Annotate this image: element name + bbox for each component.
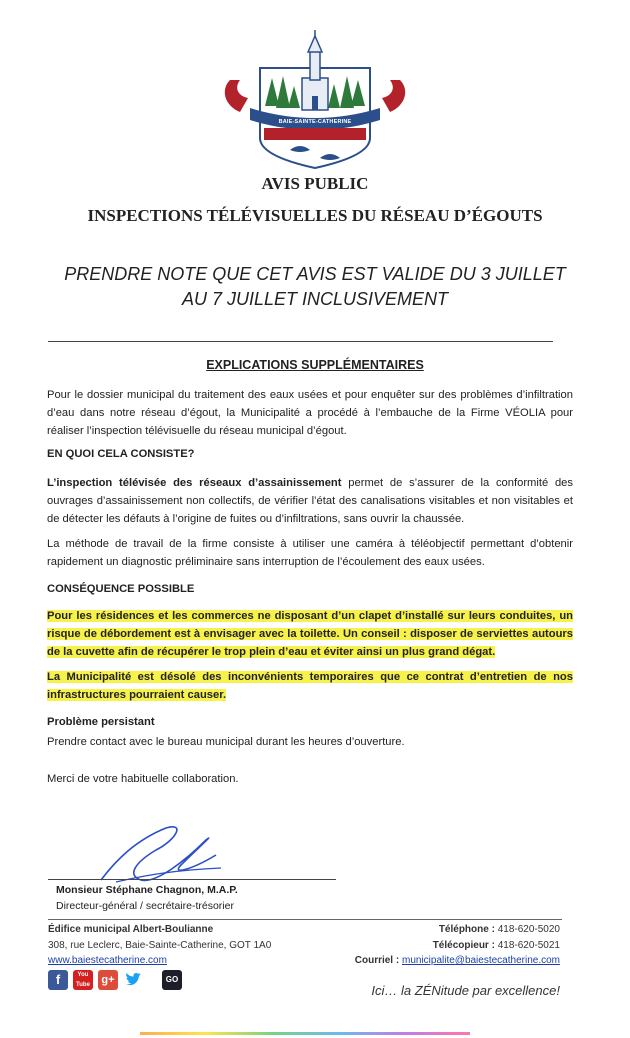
closing-text: Merci de votre habituelle collaboration.: [47, 773, 239, 785]
crest-banner-text: BAIE-SAINTE-CATHERINE: [278, 119, 352, 125]
inspection-rest: permet de s’assurer de la conformité des ouvrages d’assainissement non collectifs, de vérifier l’état des canalisations visitables et non visitables et de détecter les défauts à l’origine de fuites ou d’infiltrations, sans ouvrir la chaussée.: [47, 477, 573, 525]
inspection-bold-lead: L’inspection télévisée des réseaux d’assainissement: [47, 477, 342, 489]
explanations-heading: EXPLICATIONS SUPPLÉMENTAIRES: [206, 358, 424, 372]
overflow-warning-paragraph: [47, 607, 573, 661]
apology-paragraph: [47, 668, 573, 704]
fax-label: Télécopieur :: [432, 940, 495, 951]
section-what-heading: EN QUOI CELA CONSISTE?: [47, 448, 195, 460]
signatory-role: Directeur-général / secrétaire-trésorier: [56, 900, 234, 912]
persistent-heading: Problème persistant: [47, 716, 155, 728]
signatory-name: Monsieur Stéphane Chagnon, M.A.P.: [56, 884, 238, 896]
intro-paragraph: Pour le dossier municipal du traitement des eaux usées et pour enquêter sur des problèmes d’infiltration d’eau dans notre réseau d’égout, la Municipalité a procédé à l’embauche de la Firme VÉOLIA pour réaliser l’inspection télévisuelle du réseau municipal d’égout.: [47, 389, 573, 437]
method-paragraph: La méthode de travail de la firme consiste à utiliser une caméra à téléobjectif permettant d’obtenir rapidement un diagnostic préliminaire sans interruption de l’écoulement des eaux usées.: [47, 538, 573, 568]
youtube-icon[interactable]: You Tube: [73, 970, 93, 990]
footer-building: Édifice municipal Albert-Boulianne: [48, 924, 214, 935]
validity-notice: [0, 262, 630, 312]
email-link[interactable]: municipalite@baiestecatherine.com: [401, 955, 560, 966]
validity-line-1: PRENDRE NOTE QUE CET AVIS EST VALIDE DU 3 JUILLET: [64, 264, 566, 284]
google-plus-icon[interactable]: g+: [98, 970, 118, 990]
footer-email: [355, 955, 560, 966]
slogan: Ici… la ZÉNitude par excellence!: [371, 983, 560, 998]
twitter-bird-icon: [123, 970, 143, 990]
notice-subtitle: INSPECTIONS TÉLÉVISUELLES DU RÉSEAU D’ÉGOUTS: [87, 206, 543, 225]
facebook-icon[interactable]: f: [48, 970, 68, 990]
footer-divider: [48, 919, 562, 920]
fax-number: 418-620-5021: [497, 940, 560, 951]
phone-label: Téléphone :: [438, 924, 495, 935]
municipal-crest-logo: [220, 28, 410, 178]
divider: [48, 341, 553, 342]
decorative-gradient-bar: [140, 1032, 470, 1035]
persistent-text: Prendre contact avec le bureau municipal durant les heures d’ouverture.: [47, 736, 405, 748]
go-app-icon[interactable]: GO: [162, 970, 182, 990]
validity-line-2: AU 7 JUILLET INCLUSIVEMENT: [181, 289, 449, 309]
section-consequence-heading: CONSÉQUENCE POSSIBLE: [47, 583, 195, 595]
footer-website-link[interactable]: www.baiestecatherine.com: [48, 955, 167, 966]
footer-address: 308, rue Leclerc, Baie-Sainte-Catherine, GOT 1A0: [48, 940, 272, 951]
inspection-paragraph: [47, 474, 573, 528]
overflow-warning-text: Pour les résidences et les commerces ne disposant d’un clapet d’installé sur leurs conduites, un risque de débordement est à envisager avec la toilette. Un conseil : disposer de serviettes autours de la cuvette afin de récupérer le trop plein d’eau et éviter ainsi un plus grand dégat.: [47, 610, 573, 658]
apology-text: La Municipalité est désolé des inconvénients temporaires que ce contrat d’entretien de nos infrastructures pourraient causer.: [47, 671, 573, 701]
footer-fax: [433, 940, 560, 951]
twitter-icon[interactable]: [123, 970, 143, 990]
signature-line: [48, 879, 336, 880]
notice-title: AVIS PUBLIC: [261, 174, 369, 193]
footer-phone: [439, 924, 560, 935]
email-label: Courriel :: [354, 955, 400, 966]
phone-number: 418-620-5020: [497, 924, 560, 935]
